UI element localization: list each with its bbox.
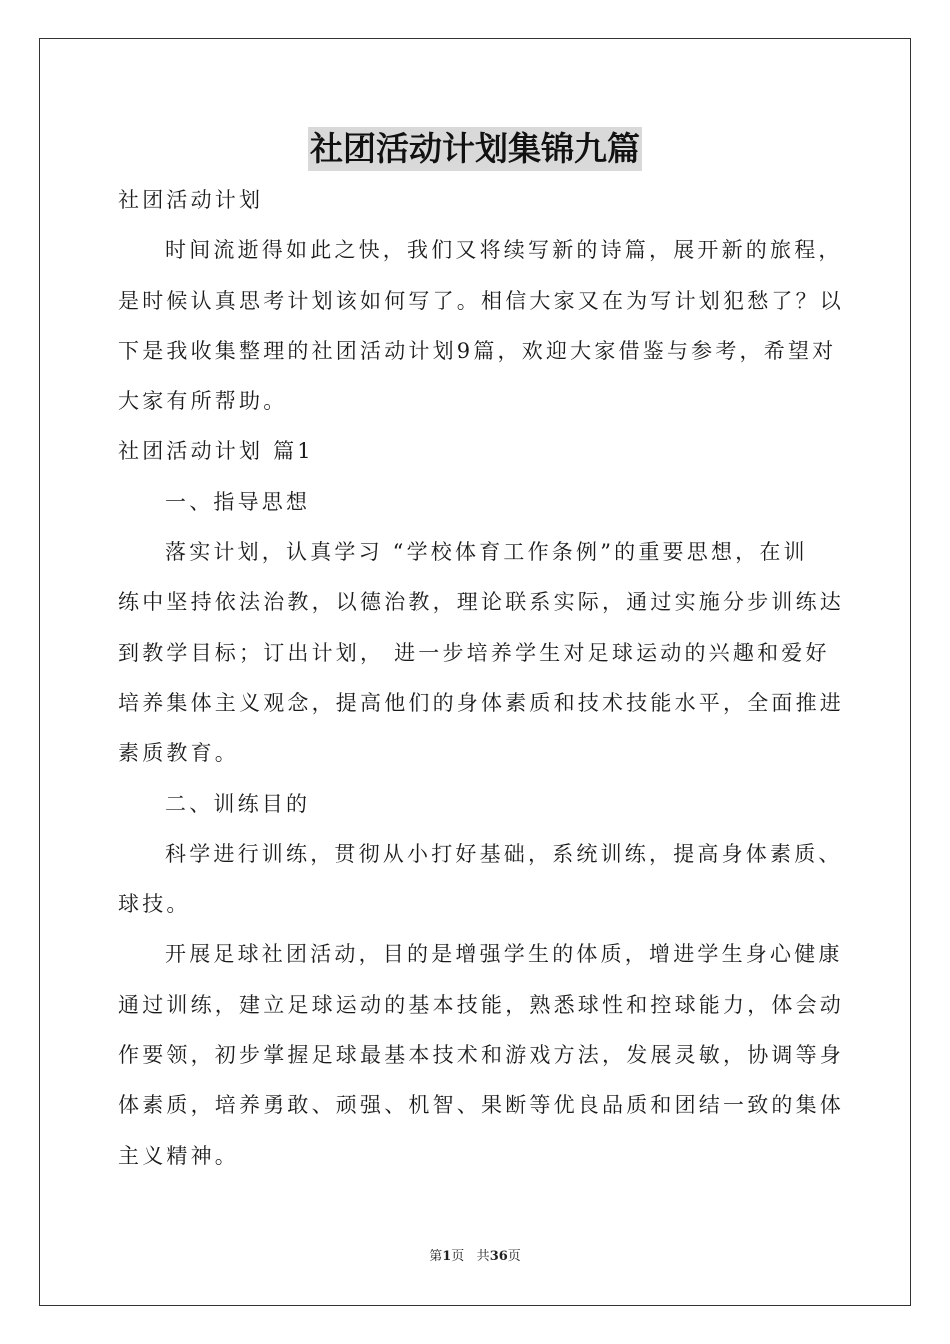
paragraph-line: 科学进行训练，贯彻从小打好基础，系统训练，提高身体素质、 <box>165 841 843 866</box>
paragraph-line: 落实计划，认真学习 “学校体育工作条例”的重要思想，在训 <box>165 540 808 565</box>
paragraph-line: 开展足球社团活动，目的是增强学生的体质，增进学生身心健康 <box>165 942 843 967</box>
footer-total-prefix: 共 <box>476 1249 490 1264</box>
paragraph-line: 大家有所帮助。 <box>118 389 288 414</box>
paragraph-line: 主义精神。 <box>118 1143 239 1168</box>
paragraph-line: 作要领，初步掌握足球最基本技术和游戏方法，发展灵敏，协调等身 <box>118 1043 844 1068</box>
footer-page-prefix: 第 <box>429 1249 443 1264</box>
footer-page-suffix: 页 <box>451 1249 465 1264</box>
paragraph-line: 通过训练，建立足球运动的基本技能，熟悉球性和控球能力，体会动 <box>118 992 844 1017</box>
paragraph-line: 球技。 <box>118 892 191 917</box>
footer-total-pages: 36 <box>489 1249 508 1264</box>
title-container <box>0 127 950 171</box>
section-heading: 社团活动计划 <box>118 188 264 212</box>
document-body <box>118 175 844 1181</box>
paragraph-line: 下是我收集整理的社团活动计划9篇，欢迎大家借鉴与参考，希望对 <box>118 338 837 363</box>
footer-total-suffix: 页 <box>507 1249 521 1264</box>
subsection-heading: 一、指导思想 <box>165 489 311 514</box>
paragraph-line: 到教学目标；订出计划， 进一步培养学生对足球运动的兴趣和爱好 <box>118 640 830 665</box>
document-title: 社团活动计划集锦九篇 <box>308 127 642 171</box>
paragraph-line: 是时候认真思考计划该如何写了。相信大家又在为写计划犯愁了？以 <box>118 288 844 313</box>
paragraph-line: 练中坚持依法治教，以德治教，理论联系实际，通过实施分步训练达 <box>118 590 844 615</box>
page-footer <box>0 1245 950 1264</box>
section-heading: 社团活动计划 篇1 <box>118 439 314 464</box>
paragraph-line: 时间流逝得如此之快，我们又将续写新的诗篇，展开新的旅程， <box>165 238 843 263</box>
paragraph-line: 培养集体主义观念，提高他们的身体素质和技术技能水平，全面推进 <box>118 690 844 715</box>
footer-page-number: 1 <box>442 1249 452 1264</box>
paragraph-line: 体素质，培养勇敢、顽强、机智、果断等优良品质和团结一致的集体 <box>118 1093 844 1118</box>
subsection-heading: 二、训练目的 <box>165 791 311 816</box>
paragraph-line: 素质教育。 <box>118 741 239 766</box>
